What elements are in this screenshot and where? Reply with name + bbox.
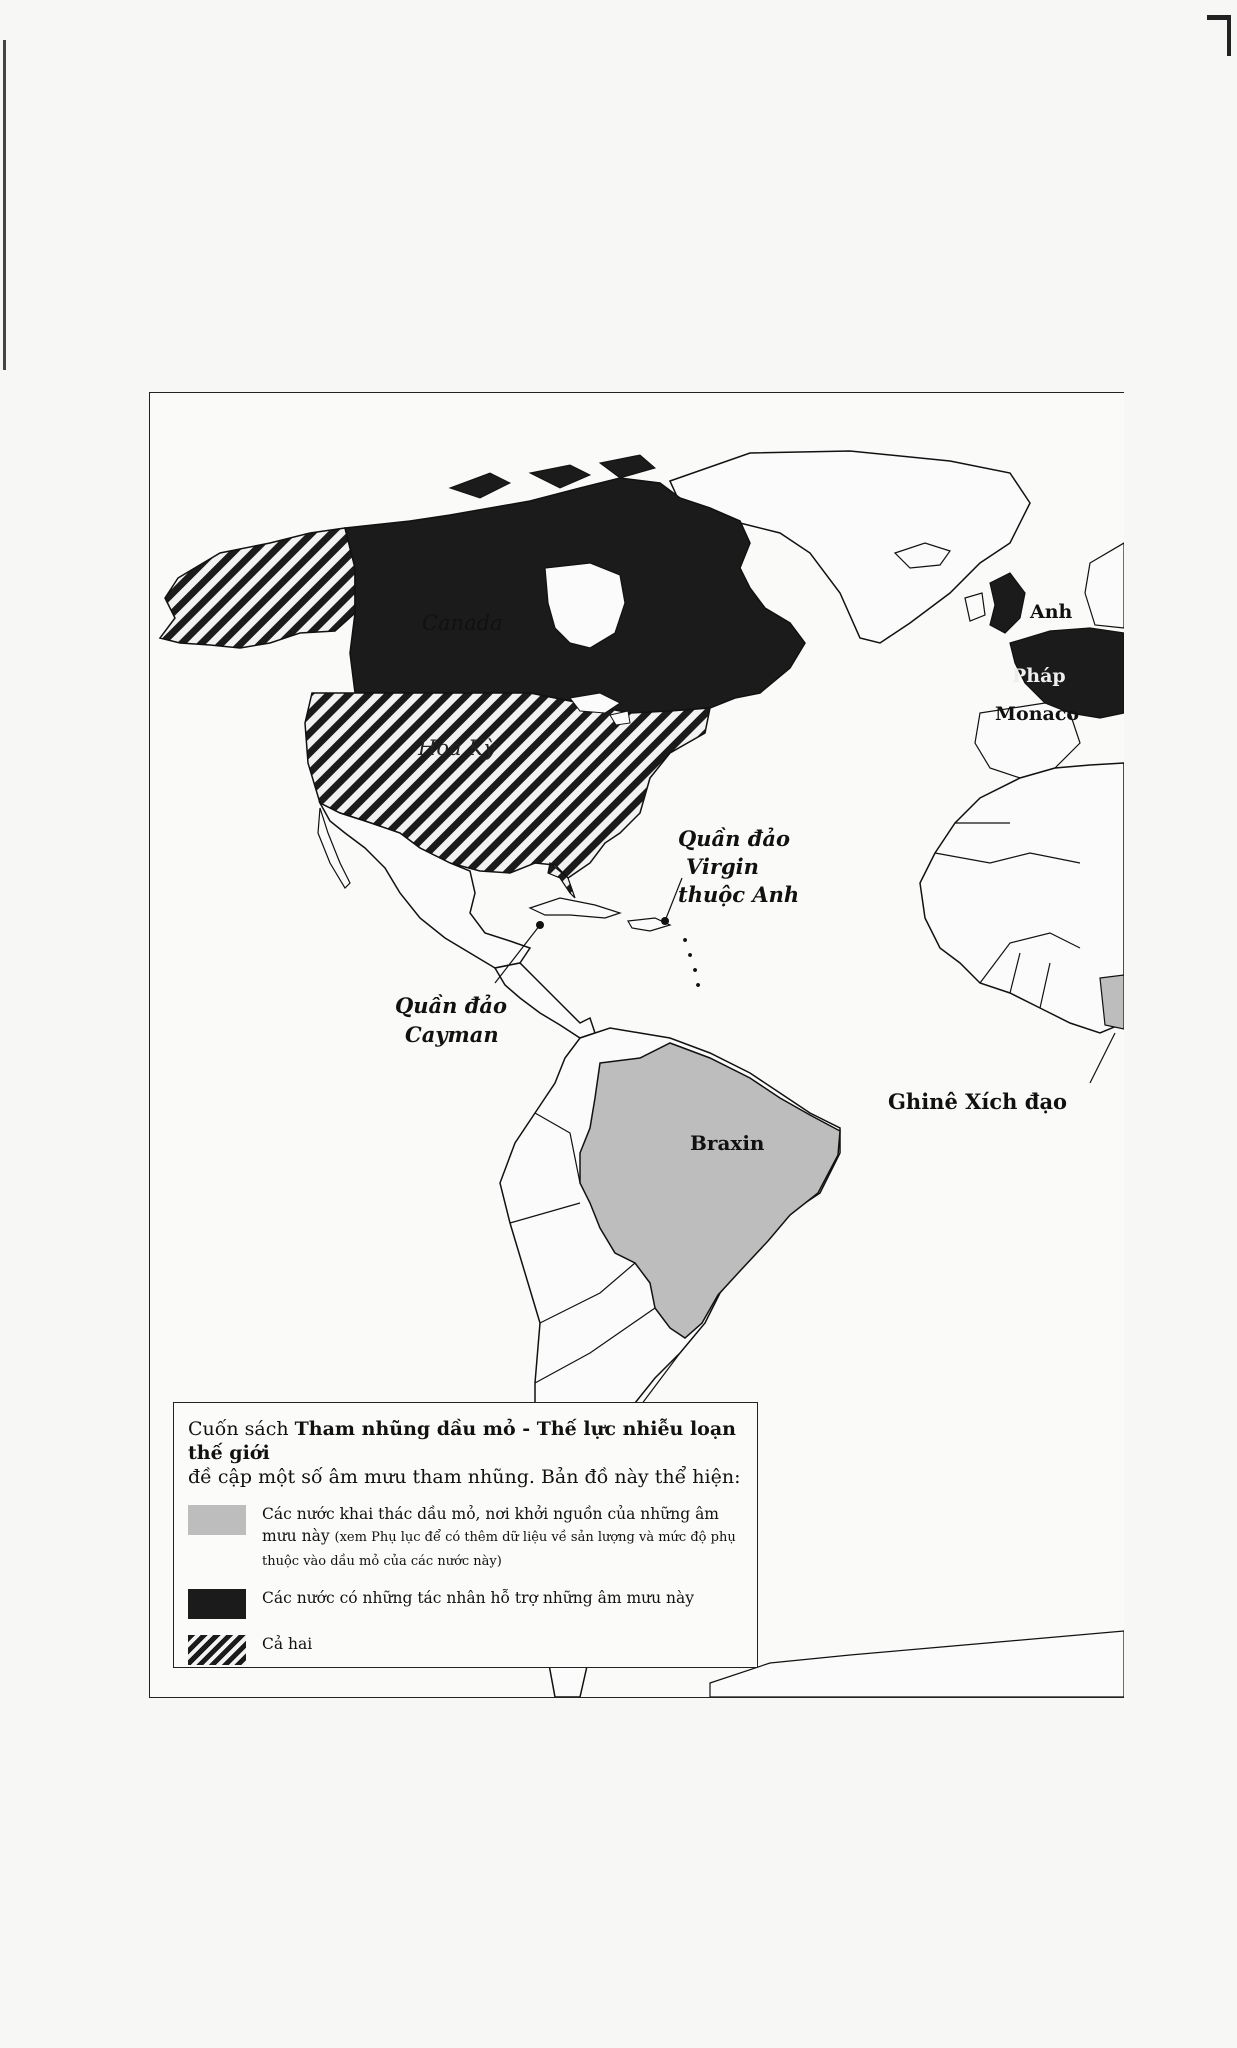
- eq-guinea-label: Ghinê Xích đạo: [888, 1089, 1068, 1114]
- legend-item-oil-producer-text: Các nước khai thác dầu mỏ, nơi khởi nguồn của những âm mưu này: [262, 1505, 720, 1545]
- legend-item-both-text: Cả hai: [262, 1635, 313, 1653]
- canada-label: Canada: [422, 611, 503, 635]
- legend-intro: [188, 1417, 745, 1489]
- page-corner-mark: [1207, 12, 1233, 58]
- cayman-label: [395, 991, 507, 1049]
- legend-item-supporter: [188, 1587, 745, 1619]
- antilles-dots: [683, 938, 700, 987]
- legend-item-both: [188, 1633, 745, 1665]
- usa-shape: [305, 693, 710, 878]
- map-legend: [173, 1402, 758, 1668]
- cuba-shape: [530, 898, 620, 918]
- bvi-label-line2: Virgin: [686, 854, 759, 879]
- central-america: [495, 963, 595, 1038]
- alaska-shape: [160, 528, 355, 648]
- monaco-label: Monaco: [995, 703, 1080, 725]
- ireland-shape: [965, 593, 985, 621]
- legend-intro-suffix: đề cập một số âm mưu tham nhũng. Bản đồ này thể hiện:: [188, 1466, 741, 1488]
- brazil-label: Braxin: [690, 1131, 765, 1155]
- usa-label: Hoa Kỳ: [418, 736, 496, 760]
- antarctica-shape: [710, 1631, 1124, 1697]
- legend-item-oil-producer-note: (xem Phụ lục để có thêm dữ liệu về sản lượng và mức độ phụ thuộc vào dầu mỏ của các nước này): [262, 1530, 736, 1569]
- uk-label: Anh: [1030, 601, 1073, 623]
- bvi-label-line1: Quần đảo: [678, 826, 791, 851]
- legend-intro-prefix: Cuốn sách: [188, 1418, 295, 1440]
- legend-swatch-black: [188, 1589, 246, 1619]
- legend-item-supporter-text: Các nước có những tác nhân hỗ trợ những âm mưu này: [262, 1589, 695, 1607]
- eq-guinea-leader: [1090, 1033, 1115, 1083]
- legend-swatch-gray: [188, 1505, 246, 1535]
- bvi-label-line3: thuộc Anh: [678, 882, 800, 907]
- uk-shape: [990, 573, 1025, 633]
- legend-book-title: Tham nhũng dầu mỏ - Thế lực nhiễu loạn thế giới: [188, 1418, 736, 1464]
- bvi-label: [678, 825, 799, 909]
- cayman-label-line2: Cayman: [405, 1022, 499, 1047]
- legend-item-oil-producer: [188, 1503, 745, 1573]
- legend-swatch-hatched: [188, 1635, 246, 1665]
- cayman-label-line1: Quần đảo: [395, 993, 508, 1018]
- africa-shape: [920, 763, 1124, 1033]
- europe-east: [1085, 543, 1124, 628]
- page-edge-mark: [3, 40, 6, 370]
- france-label: Pháp: [1012, 665, 1066, 687]
